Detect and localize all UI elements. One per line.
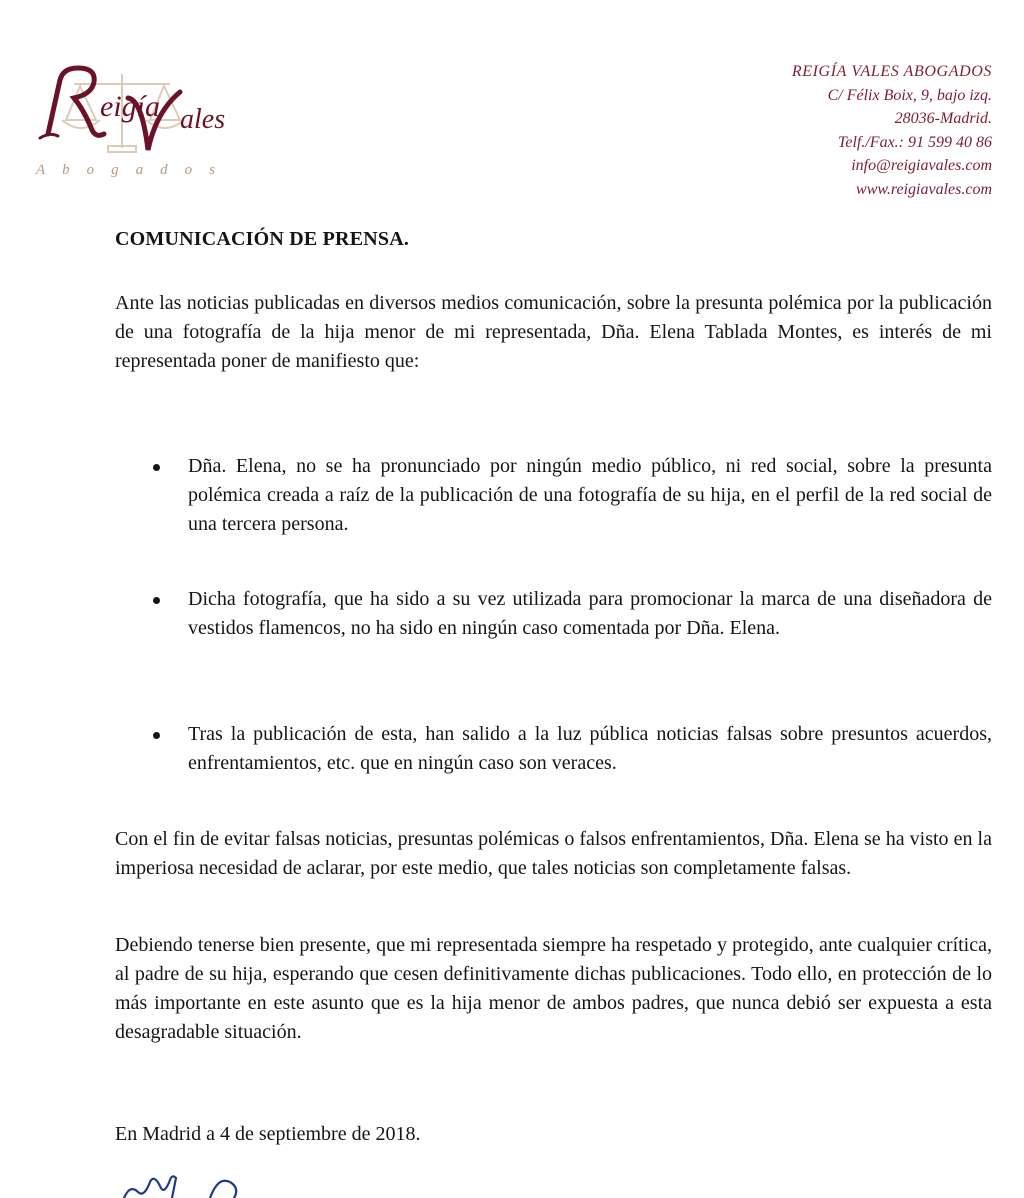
scales-of-justice-icon xyxy=(30,50,240,160)
firm-address: C/ Félix Boix, 9, bajo izq. xyxy=(827,86,992,104)
svg-text:ales: ales xyxy=(180,104,226,135)
list-item-text: Dña. Elena, no se ha pronunciado por ningún medio público, ni red social, sobre la presunta polémica creada a raíz de la publicación de una fotografía de su hija, en el perfil de la red social de una tercera persona. xyxy=(188,455,992,535)
intro-paragraph: Ante las noticias publicadas en diversos medios comunicación, sobre la presunta polémica por la publicación de una fotografía de la hija menor de mi representada, Dña. Elena Tablada Montes, es interés de mi representada poner de manifiesto que: xyxy=(115,292,992,372)
list-item-text: Dicha fotografía, que ha sido a su vez utilizada para promocionar la marca de una diseñadora de vestidos flamencos, no ha sido en ningún caso comentada por Dña. Elena. xyxy=(188,588,992,639)
document-heading: COMUNICACIÓN DE PRENSA. xyxy=(115,228,410,250)
firm-phone: Telf./Fax.: 91 599 40 86 xyxy=(837,133,992,151)
firm-logo xyxy=(30,50,240,190)
letterhead-address-block xyxy=(792,60,992,201)
date-line: En Madrid a 4 de septiembre de 2018. xyxy=(115,1123,421,1145)
closing-paragraph: Debiendo tenerse bien presente, que mi representada siempre ha respetado y protegido, ante cualquier crítica, al padre de su hija, esperando que cesen definitivamente dichas publicaciones. Todo ello, en protección de lo más importante en este asunto que es la hija menor de ambos padres, que nunca debió ser expuesta a esta desagradable situación. xyxy=(115,934,992,1043)
firm-email: info@reigiavales.com xyxy=(851,157,992,174)
clarification-paragraph: Con el fin de evitar falsas noticias, presuntas polémicas o falsos enfrentamientos, Dña. Elena se ha visto en la imperiosa necesidad de aclarar, por este medio, que tales noticias son completamente falsas. xyxy=(115,828,992,879)
svg-text:eigía: eigía xyxy=(100,90,160,123)
bullet-icon xyxy=(153,597,160,604)
logo-subtitle: Abogados xyxy=(36,162,232,178)
list-item-text: Tras la publicación de esta, han salido a la luz pública noticias falsas sobre presuntos acuerdos, enfrentamientos, etc. que en ningún caso son veraces. xyxy=(188,723,992,774)
bullet-icon xyxy=(153,464,160,471)
bullet-icon xyxy=(153,732,160,739)
firm-city: 28036-Madrid. xyxy=(894,110,992,127)
firm-name: REIGÍA VALES ABOGADOS xyxy=(791,63,992,80)
firm-website: www.reigiavales.com xyxy=(856,180,992,198)
signature-icon xyxy=(100,1172,260,1198)
